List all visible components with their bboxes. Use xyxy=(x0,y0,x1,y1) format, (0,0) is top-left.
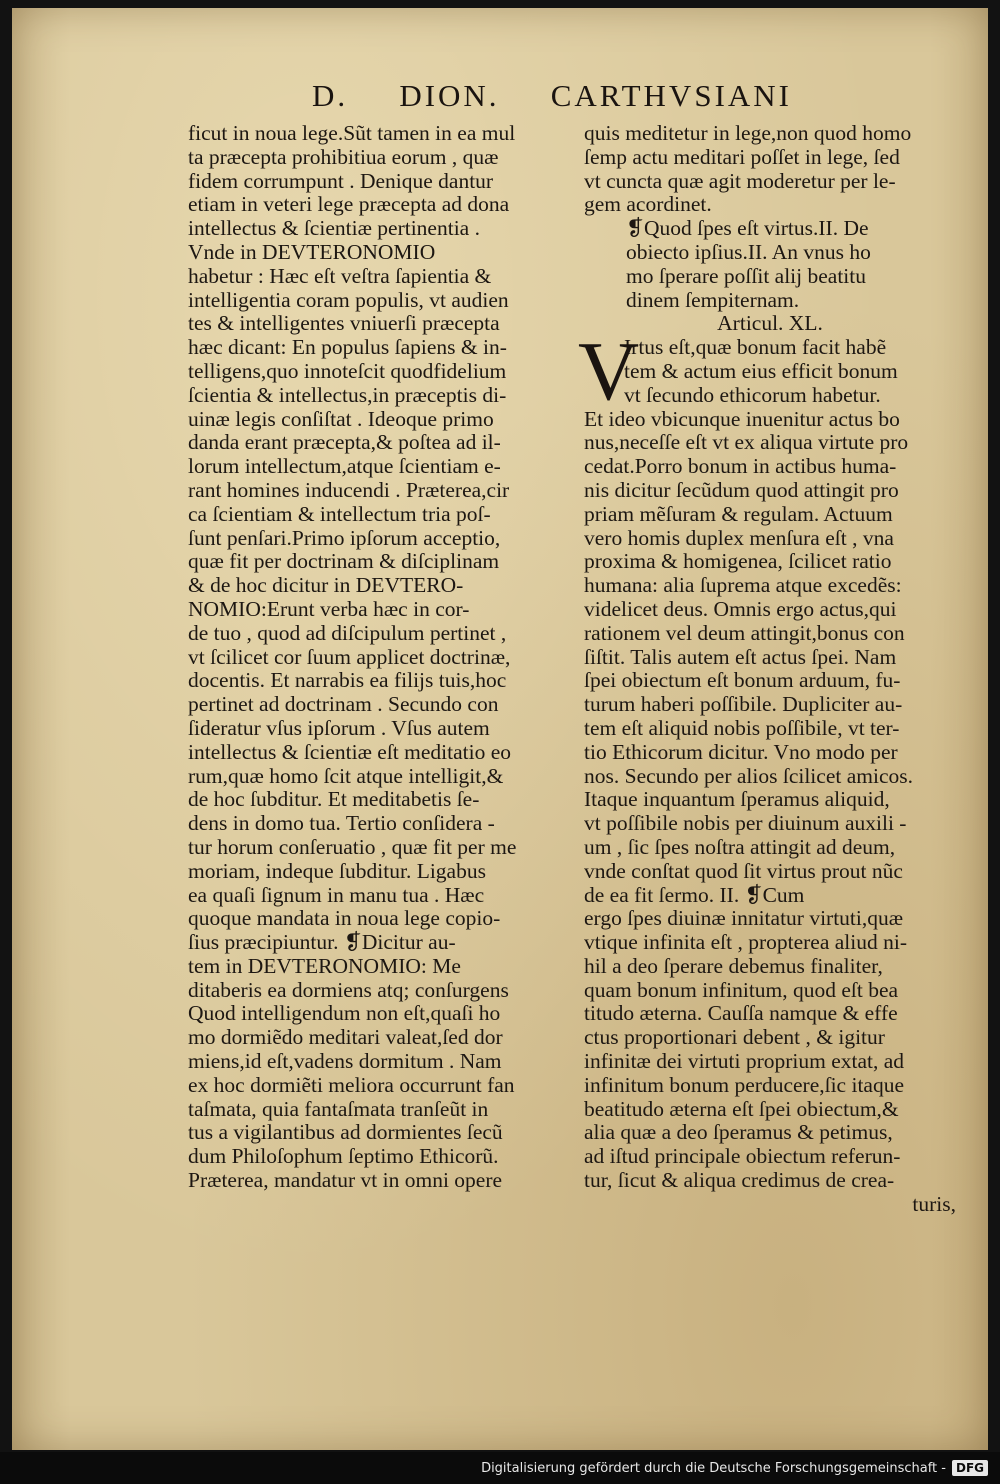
text-line: ctus proportionari debent , & igitur xyxy=(584,1025,885,1050)
text-line: ergo ſpes diuinæ innitatur virtuti,quæ xyxy=(584,906,904,931)
text-line: tur, ſicut & aliqua credimus de crea- xyxy=(584,1168,895,1193)
text-line: videlicet deus. Omnis ergo actus,qui xyxy=(584,596,897,621)
text-line: priam mẽſuram & regulam. Actuum xyxy=(584,501,893,526)
text-line: tem in DEVTERONOMIO: Me xyxy=(188,953,461,978)
text-line: pertinet ad doctrinam . Secundo con xyxy=(188,692,499,717)
text-line: intellectus & ſcientiæ pertinentia . xyxy=(188,216,480,241)
text-line: ca ſcientiam & intellectum tria poſ- xyxy=(188,501,491,526)
text-line: Præterea, mandatur vt in omni opere xyxy=(188,1168,503,1193)
text-line: rationem vel deum attingit,bonus con xyxy=(584,620,905,645)
text-line: vt poſſibile nobis per diuinum auxili - xyxy=(584,811,907,836)
text-line: vero homis duplex menſura eſt , vna xyxy=(584,525,894,550)
text-line: ta præcepta prohibitiua eorum , quæ xyxy=(188,144,499,169)
text-line: de hoc ſubditur. Et meditabetis ſe- xyxy=(188,787,480,812)
text-line: gem acordinet. xyxy=(584,192,712,217)
text-line: NOMIO:Erunt verba hæc in cor- xyxy=(188,596,470,621)
footer-credit-text: Digitalisierung gefördert durch die Deutsche Forschungsgemeinschaft - xyxy=(481,1460,946,1476)
dfg-logo: DFG xyxy=(952,1460,988,1476)
text-line: ditaberis ea dormiens atq; conſurgens xyxy=(188,977,509,1002)
text-line: tus a vigilantibus ad dormientes ſecũ xyxy=(188,1120,503,1145)
text-line: vt ſcilicet cor ſuum applicet doctrinæ, xyxy=(188,644,511,669)
text-line: intelligentia coram populis, vt audien xyxy=(188,287,509,312)
text-line: Quod intelligendum non eſt,quaſi ho xyxy=(188,1001,501,1026)
text-line: miens,id eſt,vadens dormitum . Nam xyxy=(188,1049,502,1074)
text-line: dinem ſempiternam. xyxy=(626,287,800,312)
text-line: ſpei obiectum eſt bonum arduum, fu- xyxy=(584,668,901,693)
text-line: taſmata, quia fantaſmata tranſeũt in xyxy=(188,1096,489,1121)
dropcap-letter: V xyxy=(578,325,639,419)
text-line: humana: alia ſuprema atque excedẽs: xyxy=(584,573,902,598)
text-line: etiam in veteri lege præcepta ad dona xyxy=(188,192,510,217)
digitization-footer xyxy=(0,1452,1000,1484)
text-line: tur horum conſeruatio , quæ fit per me xyxy=(188,834,517,859)
text-line: moriam, indeque ſubditur. Ligabus xyxy=(188,858,486,883)
text-line: um , ſic ſpes noſtra attingit ad deum, xyxy=(584,834,896,859)
text-line: ſideratur vſus ipſorum . Vſus autem xyxy=(188,715,490,740)
text-line: nis dicitur ſecũdum quod attingit pro xyxy=(584,477,899,502)
text-line: lorum intellectum,atque ſcientiam e- xyxy=(188,454,501,479)
text-line: cedat.Porro bonum in actibus huma- xyxy=(584,454,897,479)
text-line: vnde conſtat quod ſit virtus prout nũc xyxy=(584,858,903,883)
text-line: de ea fit ſermo. II. ❡Cum xyxy=(584,882,805,907)
text-line: vt cuncta quæ agit moderetur per le- xyxy=(584,168,896,193)
text-line: nus,neceſſe eſt vt ex aliqua virtute pro xyxy=(584,430,909,455)
right-intro-text xyxy=(584,122,956,217)
text-line: ex hoc dormiẽti meliora occurrunt fan xyxy=(188,1072,515,1097)
text-line: proxima & homigenea, ſcilicet ratio xyxy=(584,549,892,574)
text-line: Vnde in DEVTERONOMIO xyxy=(188,239,436,264)
text-line: de tuo , quod ad diſcipulum pertinet , xyxy=(188,620,507,645)
text-line: intellectus & ſcientiæ eſt meditatio eo xyxy=(188,739,512,764)
text-line: rant homines inducendi . Præterea,cir xyxy=(188,477,510,502)
text-line: tio Ethicorum dicitur. Vno modo per xyxy=(584,739,898,764)
text-line: ad iſtud principale obiectum referun- xyxy=(584,1144,901,1169)
text-line: quam bonum infinitum, quod eſt bea xyxy=(584,977,899,1002)
dropcap-lines xyxy=(584,336,956,407)
text-line: fidem corrumpunt . Denique dantur xyxy=(188,168,494,193)
text-line: hæc dicant: En populus ſapiens & in- xyxy=(188,335,507,360)
text-line: telligens,quo innoteſcit quodfidelium xyxy=(188,358,507,383)
text-line: alia quæ a deo ſperamus & petimus, xyxy=(584,1120,893,1145)
text-line: danda erant præcepta,& poſtea ad il- xyxy=(188,430,501,455)
text-line: ſunt penſari.Primo ipſorum acceptio, xyxy=(188,525,501,550)
running-head-right: CARTHVSIANI xyxy=(550,78,792,113)
text-line: quis meditetur in lege,non quod homo xyxy=(584,121,912,145)
chapter-heading xyxy=(584,217,956,312)
text-line: turum haberi poſſibile. Dupliciter au- xyxy=(584,692,903,717)
running-head-middle: DION. xyxy=(399,78,500,113)
text-line: ficut in noua lege.Sũt tamen in ea mul xyxy=(188,121,516,145)
text-line: ❡Quod ſpes eſt virtus.II. De xyxy=(626,216,869,241)
text-line: docentis. Et narrabis ea filijs tuis,hoc xyxy=(188,668,507,693)
text-line: mo dormiẽdo meditari valeat,ſed dor xyxy=(188,1025,503,1050)
text-line: ea quaſi ſignum in manu tua . Hæc xyxy=(188,882,485,907)
text-line: obiecto ipſius.II. An vnus ho xyxy=(626,239,871,264)
text-line: ſius præcipiuntur. ❡Dicitur au- xyxy=(188,930,456,955)
text-line: ſcientia & intellectus,in præceptis di- xyxy=(188,382,507,407)
text-line: titudo æterna. Cauſſa namque & effe xyxy=(584,1001,898,1026)
text-line: dum Philoſophum ſeptimo Ethicorũ. xyxy=(188,1144,499,1169)
text-line: Irtus eſt,quæ bonum facit habẽ xyxy=(624,335,887,360)
text-line: quæ fit per doctrinam & diſciplinam xyxy=(188,549,500,574)
text-line: beatitudo æterna eſt ſpei obiectum,& xyxy=(584,1096,899,1121)
text-line: Et ideo vbicunque inuenitur actus bo xyxy=(584,406,900,431)
text-line: habetur : Hæc eſt veſtra ſapientia & xyxy=(188,263,492,288)
text-line: hil a deo ſperare debemus finaliter, xyxy=(584,953,883,978)
text-line: nos. Secundo per alios ſcilicet amicos. xyxy=(584,763,913,788)
text-line: ſiſtit. Talis autem eſt actus ſpei. Nam xyxy=(584,644,897,669)
text-line: tem & actum eius efficit bonum xyxy=(624,358,898,383)
text-line: ſemp actu meditari poſſet in lege, ſed xyxy=(584,144,900,169)
running-head xyxy=(312,78,792,114)
text-line: mo ſperare poſſit alij beatitu xyxy=(626,263,867,288)
text-line: quoque mandata in noua lege copio- xyxy=(188,906,501,931)
running-head-left: D. xyxy=(312,78,349,113)
catchword: turis, xyxy=(912,1191,956,1216)
text-line: dens in domo tua. Tertio conſidera - xyxy=(188,811,495,836)
text-line: rum,quæ homo ſcit atque intelligit,& xyxy=(188,763,504,788)
text-line: tes & intelligentes vniuerſi præcepta xyxy=(188,311,500,336)
text-line: infinitum bonum perducere,ſic itaque xyxy=(584,1072,905,1097)
left-text-column xyxy=(188,122,560,1193)
text-line: infinitæ dei virtuti proprium extat, ad xyxy=(584,1049,905,1074)
book-page xyxy=(12,8,988,1450)
right-text-column xyxy=(578,121,956,1217)
right-body-text xyxy=(584,408,956,1193)
text-line: uinæ legis conſiſtat . Ideoque primo xyxy=(188,406,494,431)
article-label: Articul. XL. xyxy=(717,311,823,336)
text-line: Itaque inquantum ſperamus aliquid, xyxy=(584,787,890,812)
text-line: & de hoc dicitur in DEVTERO- xyxy=(188,573,464,598)
text-line: tem eſt aliquid nobis poſſibile, vt ter- xyxy=(584,715,900,740)
text-line: vt ſecundo ethicorum habetur. xyxy=(624,382,881,407)
text-line: vtique infinita eſt , propterea aliud ni- xyxy=(584,930,907,955)
